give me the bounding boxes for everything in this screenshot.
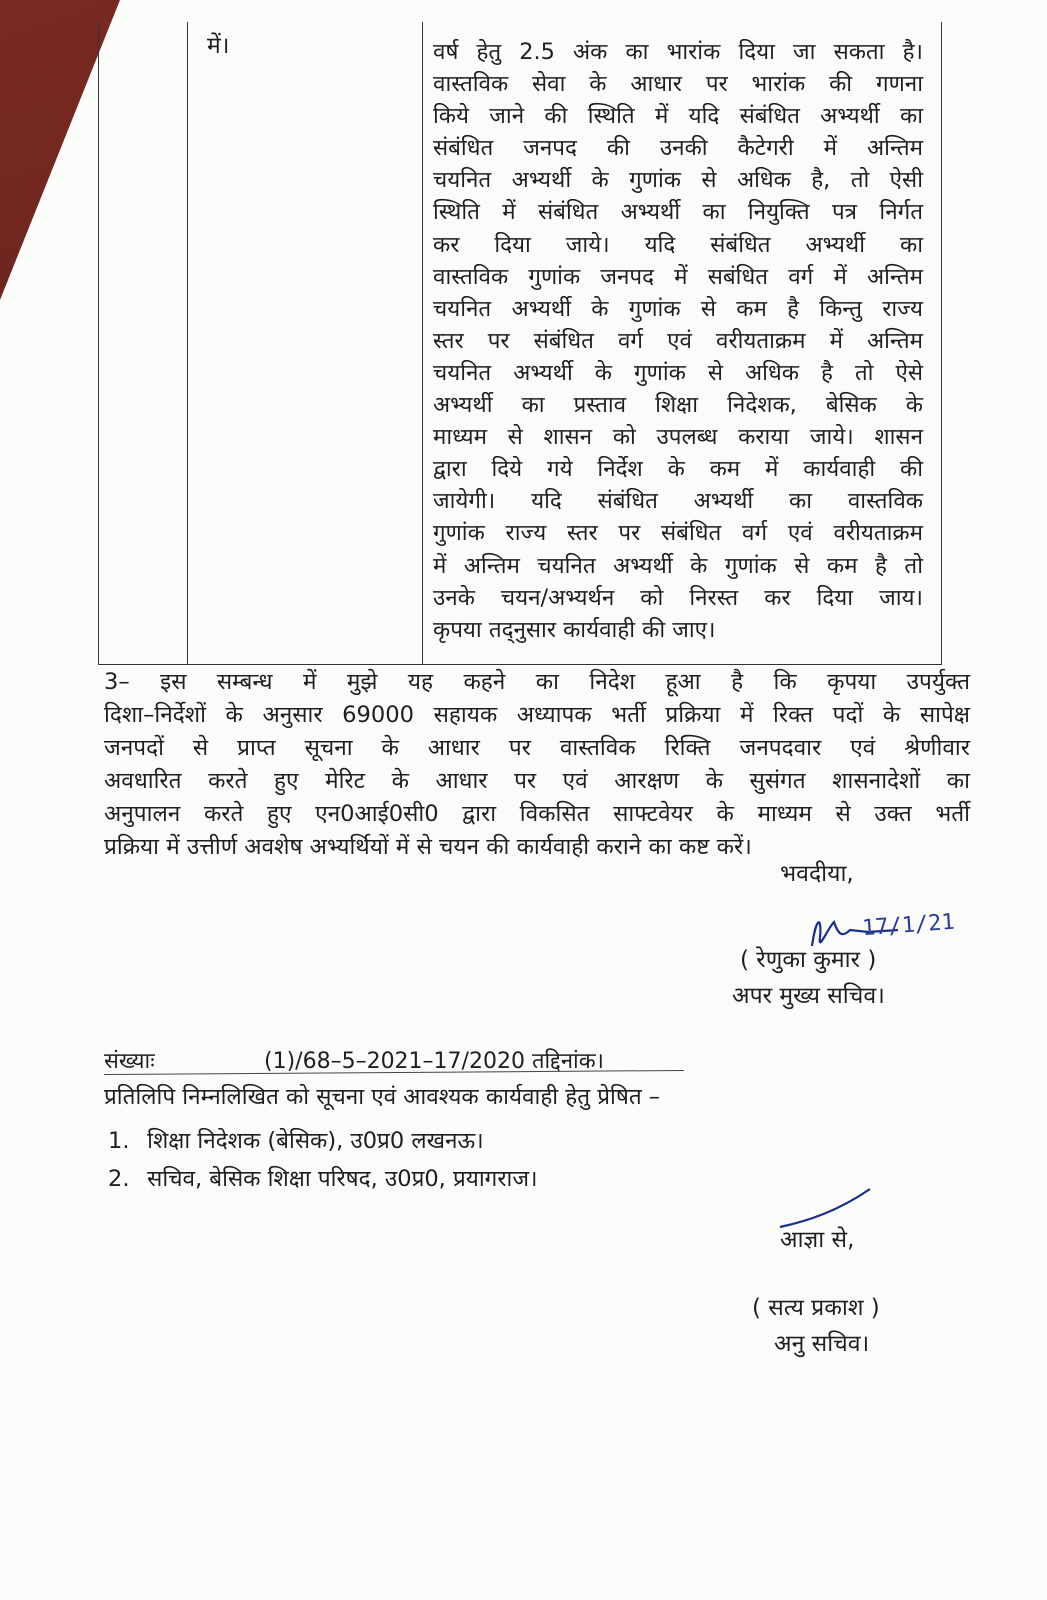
table-line: उनके चयन/अभ्यर्थन को निरस्त कर दिया जाय। — [433, 584, 923, 611]
table-line: अभ्यर्थी का प्रस्ताव शिक्षा निदेशक, बेसिक के — [433, 392, 923, 419]
copy-to-intro: प्रतिलिपि निम्नलिखित को सूचना एवं आवश्यक कार्यवाही हेतु प्रेषित – — [104, 1084, 661, 1110]
copy-to-item — [108, 1162, 538, 1193]
paragraph-line: 3– इस सम्बन्ध में मुझे यह कहने का निदेश हूआ है कि कृपया उपर्युक्त — [104, 669, 970, 695]
paragraph-3 — [104, 666, 970, 864]
signature-date: 17/1/21 — [861, 909, 956, 942]
closing-salutation: भवदीया, — [780, 861, 854, 887]
table-line: गुणांक राज्य स्तर पर संबंधित वर्ग एवं वरीयताक्रम — [433, 520, 923, 547]
table-line: चयनित अभ्यर्थी के गुणांक से अधिक है, तो ऐसी — [433, 167, 923, 194]
reference-label: संख्याः — [104, 1049, 155, 1074]
table-line: स्थिति में संबंधित अभ्यर्थी का नियुक्ति पत्र निर्गत — [433, 199, 923, 226]
table-line: जायेगी। यदि संबंधित अभ्यर्थी का वास्तविक — [433, 488, 923, 515]
copy-to-item-number: 2. — [108, 1166, 130, 1192]
reference-number: (1)/68–5–2021–17/2020 तद्दिनांक। — [264, 1049, 604, 1074]
signatory-designation: अनु सचिव। — [774, 1331, 870, 1357]
paragraph-line: दिशा–निर्देशों के अनुसार 69000 सहायक अध्यापक भर्ती प्रक्रिया में रिक्त पदों के सापेक्ष — [104, 702, 970, 728]
table-middle-cell: में। — [207, 33, 230, 59]
table-column-divider — [187, 22, 188, 664]
copy-to-item-number: 1. — [108, 1128, 130, 1154]
table-line: कर दिया जाये। यदि संबंधित अभ्यर्थी का — [433, 231, 923, 258]
table-line: वर्ष हेतु 2.5 अंक का भारांक दिया जा सकता है। — [433, 39, 923, 65]
table-column-divider — [422, 22, 423, 664]
instruction-table — [98, 22, 942, 665]
table-line: द्वारा दिये गये निर्देश के कम में कार्यवाही की — [433, 456, 923, 483]
table-line: कृपया तद्नुसार कार्यवाही की जाए। — [433, 616, 716, 643]
signatory-designation: अपर मुख्य सचिव। — [732, 983, 885, 1009]
paragraph-line: अवधारित करते हुए मेरिट के आधार पर एवं आरक्षण के सुसंगत शासनादेशों का — [104, 768, 970, 794]
table-line: वास्तविक सेवा के आधार पर भारांक की गणना — [433, 71, 923, 98]
table-line: स्तर पर संबंधित वर्ग एवं वरीयताक्रम में अन्तिम — [433, 327, 923, 354]
table-line: चयनित अभ्यर्थी के गुणांक से कम है किन्तु राज्य — [433, 295, 923, 322]
table-line: माध्यम से शासन को उपलब्ध कराया जाये। शासन — [433, 424, 923, 451]
table-right-cell — [433, 36, 923, 646]
signature-mark — [778, 1175, 878, 1235]
paragraph-line: अनुपालन करते हुए एन0आई0सी0 द्वारा विकसित साफ्टवेयर के माध्यम से उक्त भर्ती — [104, 801, 970, 827]
closing-salutation: आज्ञा से, — [780, 1227, 855, 1253]
table-line: किये जाने की स्थिति में यदि संबंधित अभ्यर्थी का — [433, 103, 923, 130]
signatory-name: ( रेणुका कुमार ) — [740, 947, 877, 973]
paragraph-line: जनपदों से प्राप्त सूचना के आधार पर वास्तविक रिक्ति जनपदवार एवं श्रेणीवार — [104, 735, 970, 761]
signatory-name: ( सत्य प्रकाश ) — [752, 1295, 880, 1321]
copy-to-item-text: शिक्षा निदेशक (बेसिक), उ0प्र0 लखनऊ। — [147, 1128, 484, 1154]
copy-to-item-text: सचिव, बेसिक शिक्षा परिषद, उ0प्र0, प्रयागराज। — [147, 1166, 538, 1192]
paragraph-line: प्रक्रिया में उत्तीर्ण अवशेष अभ्यर्थियों में से चयन की कार्यवाही कराने का कष्ट करें। — [104, 834, 752, 860]
table-line: वास्तविक गुणांक जनपद में सबंधित वर्ग में अन्तिम — [433, 263, 923, 290]
table-line: संबंधित जनपद की उनकी कैटेगरी में अन्तिम — [433, 135, 923, 162]
table-line: चयनित अभ्यर्थी के गुणांक से अधिक है तो ऐसे — [433, 359, 923, 386]
table-line: में अन्तिम चयनित अभ्यर्थी के गुणांक से कम है तो — [433, 552, 923, 579]
copy-to-item — [108, 1124, 484, 1155]
